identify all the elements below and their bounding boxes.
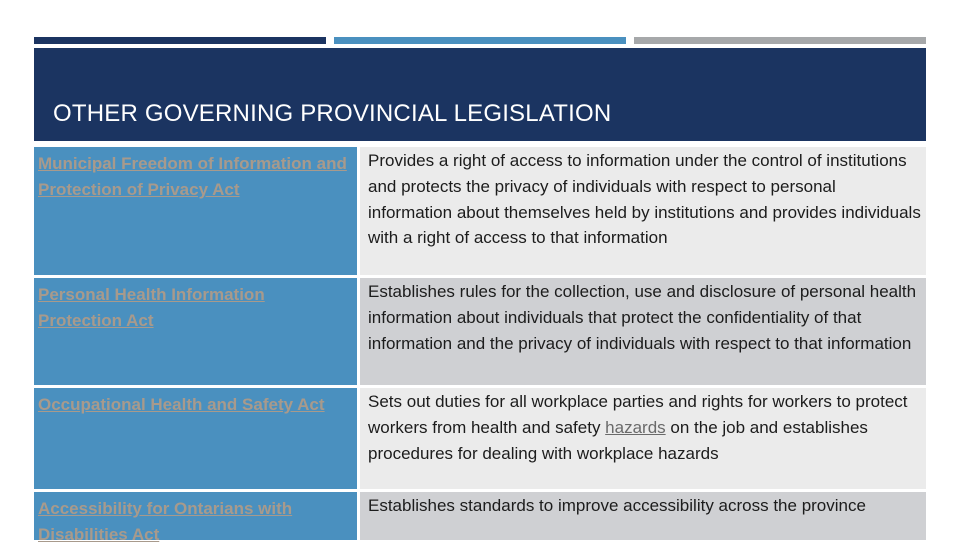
- law-description-cell: [360, 147, 926, 275]
- law-description-cell: [360, 278, 926, 385]
- law-name-cell: [34, 147, 357, 275]
- description-text: on the job and establishes procedures for dealing with workplace hazards: [368, 417, 868, 463]
- law-name-link[interactable]: Occupational Health and Safety Act: [38, 395, 325, 414]
- law-description: Establishes standards to improve accessibility across the province: [368, 496, 866, 515]
- slide-header: [34, 48, 926, 141]
- law-name-cell: [34, 492, 357, 544]
- law-name-link[interactable]: Personal Health Information Protection Act: [38, 285, 265, 330]
- legislation-table: [34, 147, 926, 544]
- law-description-cell: [360, 388, 926, 489]
- table-row: [34, 388, 926, 489]
- law-name-cell: [34, 388, 357, 489]
- law-description: [368, 389, 924, 466]
- table-row: [34, 492, 926, 544]
- accent-bar-navy: [34, 37, 326, 44]
- hazards-link[interactable]: hazards: [605, 417, 666, 437]
- description-text: Sets out duties for all workplace parties and rights for workers to protect workers from health and safety: [368, 392, 908, 437]
- law-name-link[interactable]: Accessibility for Ontarians with Disabilities Act: [38, 499, 293, 544]
- accent-bar-blue: [334, 37, 626, 44]
- table-row: [34, 278, 926, 385]
- slide-title: OTHER GOVERNING PROVINCIAL LEGISLATION: [53, 100, 612, 127]
- law-description-cell: [360, 492, 926, 540]
- accent-bar-gray: [634, 37, 926, 44]
- table-row: [34, 147, 926, 275]
- law-description: Establishes rules for the collection, use and disclosure of personal health information about individuals that protect the confidentiality of that information and the privacy of individuals with respect to that information: [368, 282, 917, 353]
- law-description: Provides a right of access to information under the control of institutions and protects the privacy of individuals with respect to personal information about themselves held by institutions and provides individuals with a right of access to that information: [368, 151, 921, 248]
- law-name-cell: [34, 278, 357, 385]
- law-name-link[interactable]: Municipal Freedom of Information and Protection of Privacy Act: [38, 154, 347, 199]
